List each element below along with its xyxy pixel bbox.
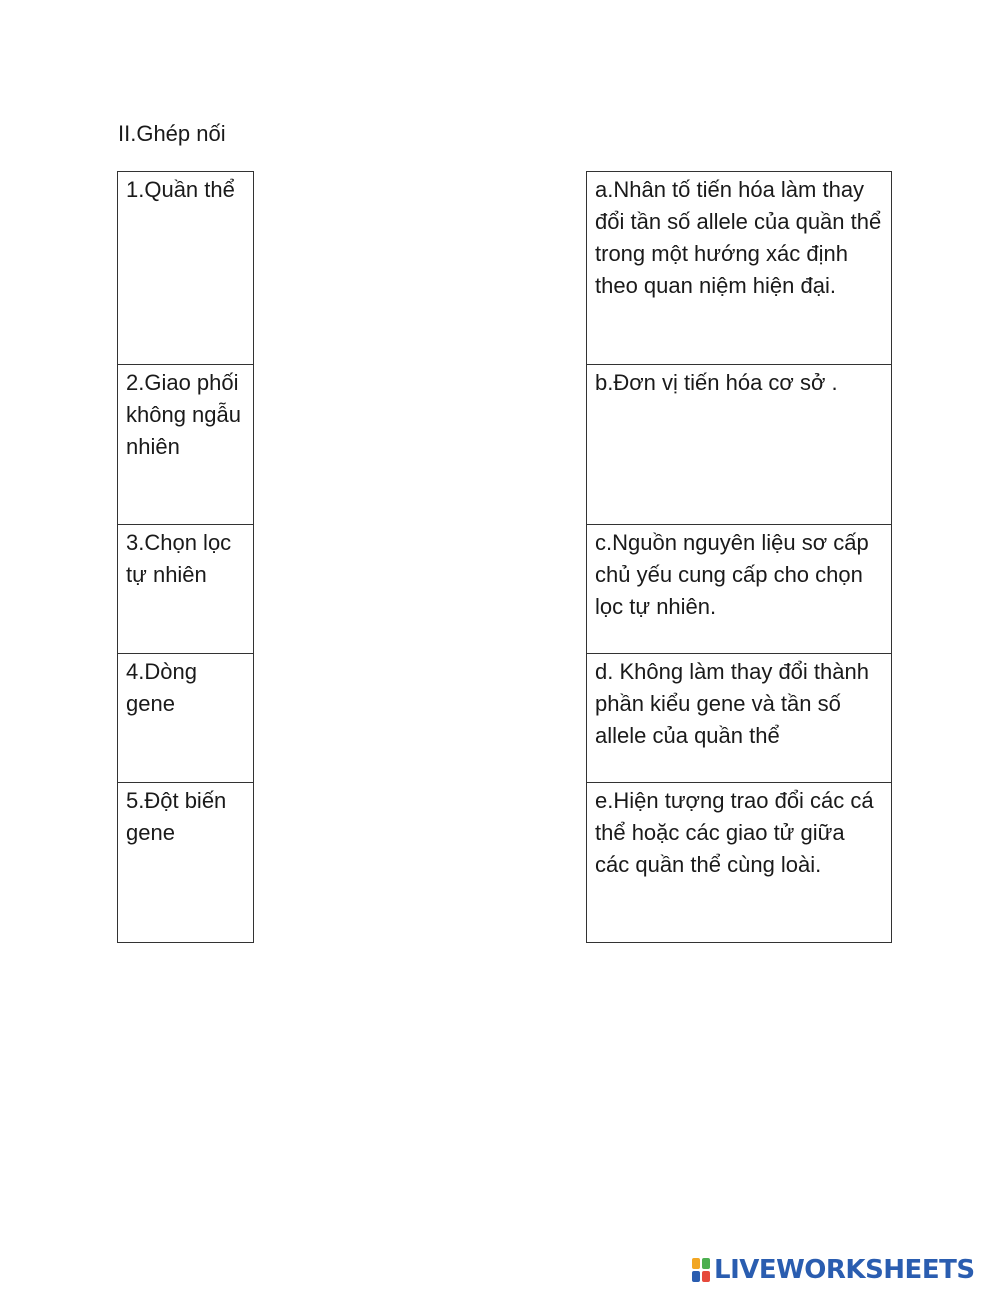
left-item-2[interactable]: 2.Giao phối không ngẫu nhiên xyxy=(118,365,253,525)
page-title: II.Ghép nối xyxy=(118,121,226,146)
right-item-c[interactable]: c.Nguồn nguyên liệu sơ cấp chủ yếu cung cấp cho chọn lọc tự nhiên. xyxy=(587,525,891,654)
liveworksheets-logo-icon xyxy=(692,1258,710,1282)
right-item-e[interactable]: e.Hiện tượng trao đổi các cá thể hoặc các giao tử giữa các quần thể cùng loài. xyxy=(587,783,891,943)
liveworksheets-logo xyxy=(692,1255,975,1285)
right-item-d[interactable]: d. Không làm thay đổi thành phần kiểu gene và tần số allele của quần thể xyxy=(587,654,891,783)
left-item-5[interactable]: 5.Đột biến gene xyxy=(118,783,253,943)
left-item-4[interactable]: 4.Dòng gene xyxy=(118,654,253,783)
left-item-1[interactable]: 1.Quần thể xyxy=(118,172,253,365)
right-item-b[interactable]: b.Đơn vị tiến hóa cơ sở . xyxy=(587,365,891,525)
right-item-a[interactable]: a.Nhân tố tiến hóa làm thay đổi tần số allele của quần thể trong một hướng xác định theo quan niệm hiện đại. xyxy=(587,172,891,365)
left-column xyxy=(117,171,254,943)
right-column xyxy=(586,171,892,943)
left-item-3[interactable]: 3.Chọn lọc tự nhiên xyxy=(118,525,253,654)
logo-text: LIVEWORKSHEETS xyxy=(714,1255,975,1285)
